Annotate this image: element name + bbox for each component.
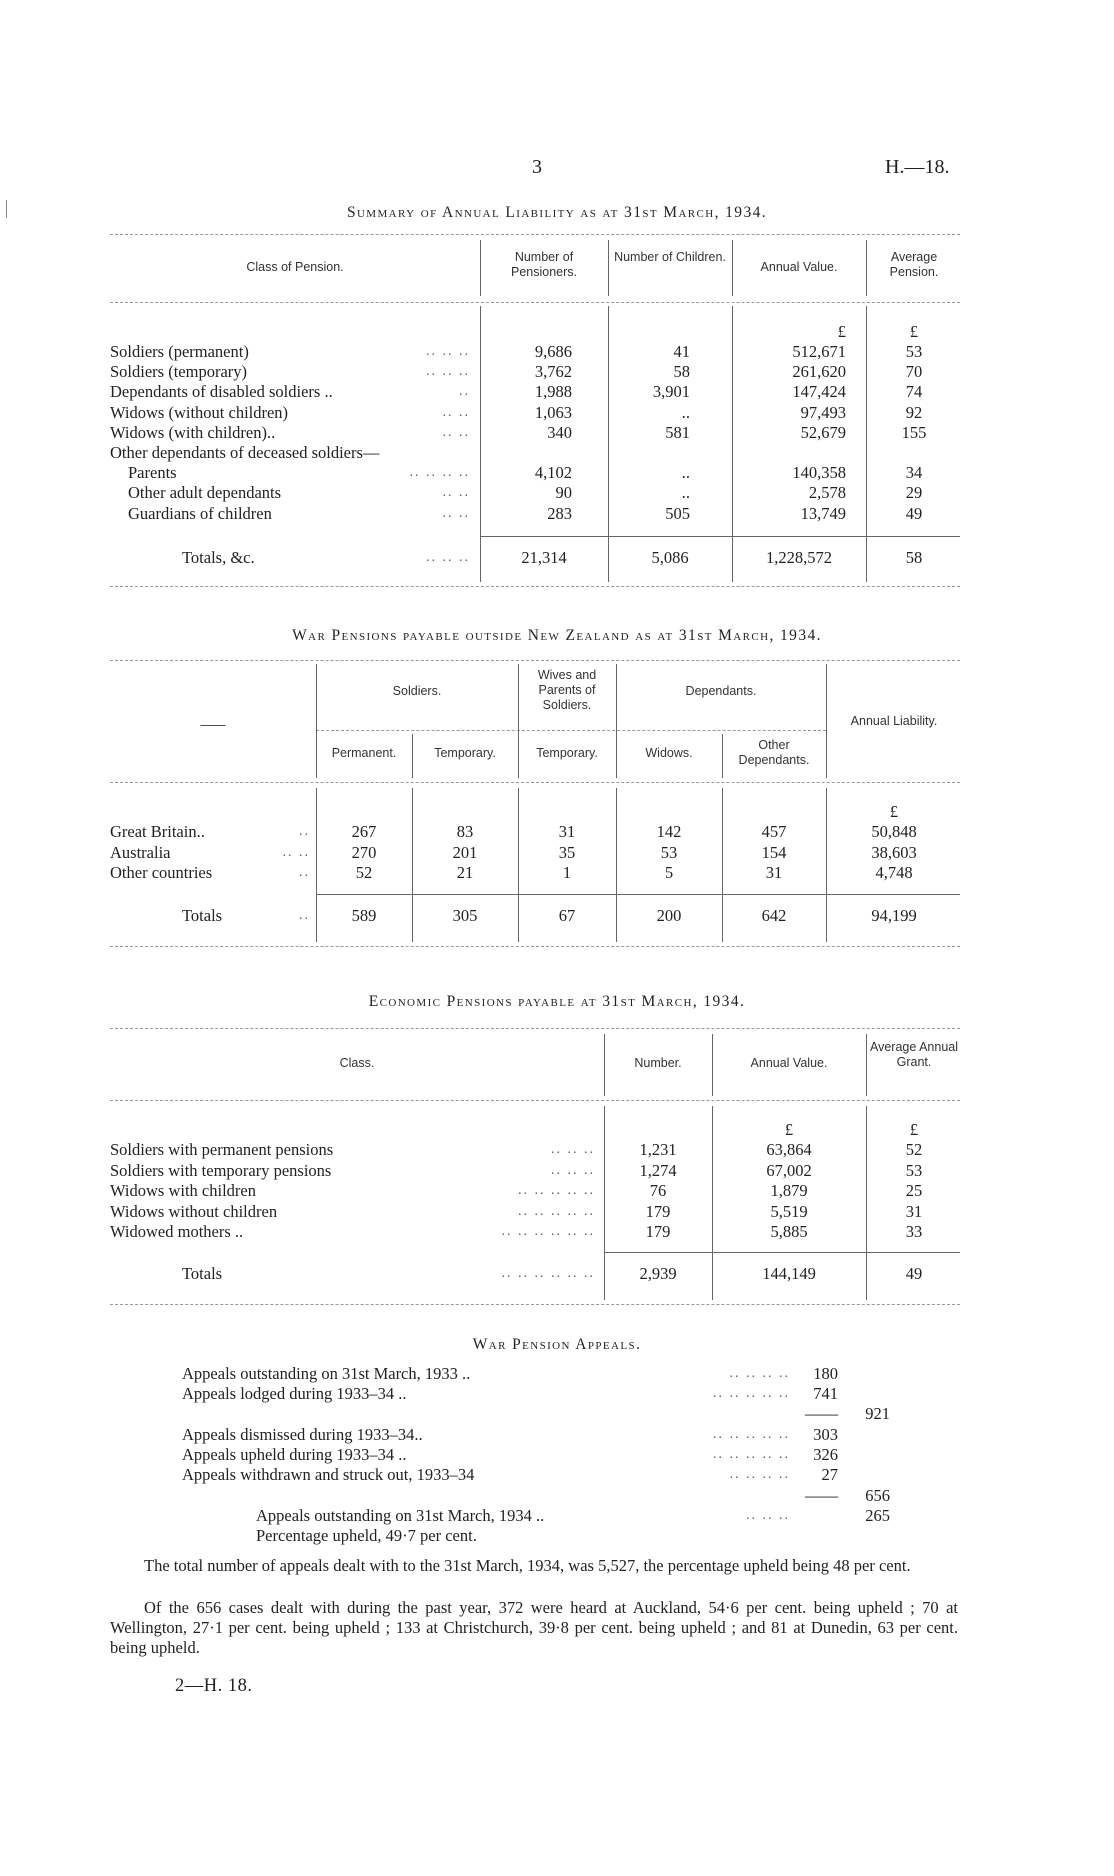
- t2-sub-temporary: Temporary.: [434, 746, 496, 760]
- t2-cell: 83: [456, 822, 474, 841]
- t1-cell: 9,686: [534, 342, 572, 361]
- t2-cell: 35: [558, 842, 576, 862]
- appeal-value: ——: [805, 1486, 838, 1505]
- t3-header-average-grant: Average Annual Grant.: [869, 1040, 959, 1069]
- t1-row-leader: .. ..: [442, 404, 470, 420]
- t2-cell: 4,748: [875, 863, 913, 882]
- t1-header-average: Average Pension.: [889, 250, 939, 279]
- t1-cell: 3,762: [534, 362, 572, 382]
- t2-row-label: Australia: [110, 842, 171, 862]
- t1-row-label: Dependants of disabled soldiers ..: [110, 382, 333, 402]
- t1-cell: 512,671: [792, 342, 846, 361]
- t3-row-leader: .. .. .. .. ..: [518, 1203, 595, 1219]
- t1-cell: 140,358: [792, 463, 846, 483]
- appeal-leader: .. .. .. ..: [729, 1366, 790, 1381]
- t2-total-cell: 94,199: [871, 906, 917, 925]
- t1-totals-leader: .. .. ..: [426, 550, 470, 565]
- t2-cell: 457: [761, 822, 787, 841]
- t2-row-leader: ..: [299, 824, 310, 839]
- t2-total-cell: 589: [351, 906, 377, 925]
- t3-row-label: Widowed mothers ..: [110, 1222, 244, 1241]
- t1-header-children: Number of Children.: [614, 250, 726, 264]
- t1-cell: 53: [905, 342, 923, 361]
- t2-total-cell: 200: [656, 906, 682, 925]
- t1-cell: ..: [681, 463, 690, 483]
- t1-total-cell: 5,086: [651, 548, 689, 567]
- t3-row-leader: .. .. ..: [551, 1162, 595, 1178]
- t2-sub-permanent: Permanent.: [331, 746, 397, 760]
- t1-row-label: Guardians of children: [128, 503, 272, 523]
- t1-row-label: Soldiers (permanent): [110, 342, 249, 361]
- t1-header-pensioners: Number of Pensioners.: [510, 250, 577, 279]
- paragraph-total-appeals: The total number of appeals dealt with to the 31st March, 1934, was 5,527, the percentage upheld being 48 per cent.: [144, 1556, 911, 1575]
- appeal-value: 180: [813, 1364, 838, 1383]
- t2-cell: 270: [351, 842, 377, 862]
- t3-total-cell: 49: [905, 1264, 923, 1283]
- t1-cell: 505: [665, 503, 690, 523]
- appeal-subtotal: 656: [865, 1486, 890, 1505]
- t1-cell: 1,988: [534, 382, 572, 402]
- t1-cell: 41: [673, 342, 690, 361]
- t1-cell: 4,102: [534, 463, 572, 483]
- t1-title: Summary of Annual Liability as at 31st March, 1934.: [346, 204, 768, 221]
- t1-row-label: Soldiers (temporary): [110, 362, 248, 382]
- t2-cell: 31: [558, 822, 576, 841]
- t1-cell: 74: [905, 382, 923, 402]
- t1-row-leader: .. ..: [442, 485, 470, 501]
- appeal-leader: .. .. .. ..: [729, 1467, 790, 1482]
- t1-row-label: Other adult dependants: [128, 483, 282, 503]
- t1-cell: 3,901: [652, 382, 690, 402]
- t3-cell: 1,274: [639, 1160, 677, 1180]
- appeal-value: 303: [813, 1425, 838, 1444]
- t1-row-leader: .. .. ..: [426, 344, 470, 359]
- footer-signature: 2—H. 18.: [175, 1676, 253, 1696]
- t2-cell: 31: [765, 863, 783, 882]
- t3-total-cell: 2,939: [639, 1264, 677, 1283]
- t1-currency-annual: £: [837, 322, 846, 341]
- document-reference: H.—18.: [885, 156, 950, 178]
- appeal-label: Appeals outstanding on 31st March, 1934 ..: [256, 1506, 545, 1525]
- t2-row-leader: .. ..: [282, 844, 310, 860]
- appeal-leader: .. .. .. .. ..: [713, 1447, 790, 1462]
- t3-total-cell: 144,149: [762, 1264, 816, 1283]
- t3-row-label: Soldiers with permanent pensions: [110, 1140, 334, 1159]
- t3-title: Economic Pensions payable at 31st March, 1934.: [368, 993, 746, 1010]
- t2-totals-leader: ..: [299, 908, 310, 923]
- t2-cell: 50,848: [871, 822, 917, 841]
- t3-cell: 67,002: [766, 1160, 812, 1180]
- t1-row-label: Parents: [128, 463, 177, 483]
- appeal-value: 27: [821, 1465, 838, 1484]
- t2-cell: 38,603: [871, 842, 917, 862]
- t1-row-leader: .. ..: [442, 505, 470, 521]
- t3-header-annual-value: Annual Value.: [750, 1056, 828, 1070]
- t2-header-blank: ——: [200, 718, 226, 732]
- t3-cell: 52: [905, 1140, 923, 1159]
- appeal-label: Appeals upheld during 1933–34 ..: [182, 1445, 407, 1464]
- t1-row-label: Other dependants of deceased soldiers—: [110, 443, 380, 462]
- t2-header-soldiers: Soldiers.: [392, 684, 442, 698]
- t1-cell: ..: [681, 402, 690, 422]
- t1-row-leader: ..: [459, 384, 470, 400]
- t3-cell: 76: [649, 1181, 667, 1200]
- t3-row-label: Widows without children: [110, 1201, 278, 1221]
- t3-cell: 33: [905, 1222, 923, 1241]
- t3-row-label: Soldiers with temporary pensions: [110, 1160, 332, 1180]
- t1-row-leader: .. ..: [442, 424, 470, 440]
- t1-cell: 92: [905, 402, 923, 422]
- t1-cell: 70: [905, 362, 923, 382]
- t2-sub-widows: Widows.: [645, 746, 693, 760]
- t3-cell: 63,864: [766, 1140, 812, 1159]
- t1-currency-average: £: [909, 322, 919, 341]
- t3-row-leader: .. .. .. .. ..: [518, 1183, 595, 1198]
- appeal-subtotal: 921: [865, 1404, 890, 1423]
- t2-cell: 21: [456, 863, 474, 882]
- appeal-leader: .. .. .. .. ..: [713, 1427, 790, 1442]
- appeal-label: Percentage upheld, 49·7 per cent.: [256, 1526, 477, 1545]
- t3-cell: 31: [905, 1201, 923, 1221]
- t1-cell: 283: [547, 503, 572, 523]
- t3-row-leader: .. .. .. .. .. ..: [501, 1224, 595, 1239]
- t2-row-label: Great Britain..: [110, 822, 205, 841]
- t3-row-leader: .. .. ..: [551, 1142, 595, 1157]
- t1-total-cell: 1,228,572: [766, 548, 832, 567]
- appeal-label: Appeals lodged during 1933–34 ..: [182, 1384, 407, 1403]
- t3-row-label: Widows with children: [110, 1181, 256, 1200]
- t3-cell: 25: [905, 1181, 923, 1200]
- t2-row-leader: ..: [299, 865, 310, 880]
- t2-cell: 1: [562, 863, 572, 882]
- t2-totals-label: Totals: [182, 906, 223, 925]
- t1-row-label: Widows (without children): [110, 402, 289, 422]
- t1-row-leader: .. .. ..: [426, 364, 470, 380]
- t3-cell: 5,885: [770, 1222, 808, 1241]
- t1-cell: ..: [681, 483, 690, 503]
- t3-cell: 5,519: [770, 1201, 808, 1221]
- t1-total-cell: 58: [905, 548, 923, 567]
- t2-cell: 201: [452, 842, 478, 862]
- t2-currency: £: [889, 802, 899, 821]
- t1-header-annual-value: Annual Value.: [760, 260, 838, 274]
- t1-row-label: Widows (with children)..: [110, 422, 276, 442]
- t1-total-cell: 21,314: [521, 548, 567, 567]
- t1-cell: 49: [905, 503, 923, 523]
- t1-cell: 1,063: [534, 402, 572, 422]
- t3-cell: 1,231: [639, 1140, 677, 1159]
- t1-totals-label: Totals, &c.: [182, 548, 255, 567]
- t3-cell: 53: [905, 1160, 923, 1180]
- t2-sub-other-dependants: Other Dependants.: [738, 738, 810, 767]
- t3-totals-leader: .. .. .. .. .. ..: [501, 1266, 595, 1281]
- t3-currency-annual: £: [784, 1120, 794, 1139]
- t1-cell: 13,749: [800, 503, 846, 523]
- t2-sub-temporary-wives: Temporary.: [536, 746, 598, 760]
- t3-cell: 1,879: [770, 1181, 808, 1200]
- appeal-label: Appeals withdrawn and struck out, 1933–34: [182, 1465, 475, 1484]
- t3-cell: 179: [645, 1201, 671, 1221]
- t2-total-cell: 642: [761, 906, 787, 925]
- t2-total-cell: 305: [452, 906, 478, 925]
- appeal-value: 326: [813, 1445, 838, 1464]
- t3-header-class: Class.: [339, 1056, 375, 1070]
- t2-row-label: Other countries: [110, 863, 213, 882]
- page-number: 3: [532, 156, 542, 178]
- t2-total-cell: 67: [558, 906, 576, 925]
- t1-row-leader: .. .. .. ..: [409, 465, 470, 481]
- t1-cell: 261,620: [792, 362, 846, 382]
- t3-currency-average: £: [909, 1120, 919, 1139]
- t1-cell: 147,424: [792, 382, 846, 402]
- t3-totals-label: Totals: [182, 1264, 223, 1283]
- appeal-value: ——: [805, 1404, 838, 1423]
- t1-cell: 340: [547, 422, 572, 442]
- t1-header-class: Class of Pension.: [246, 260, 344, 274]
- t1-cell: 2,578: [808, 483, 846, 503]
- t2-header-wives-parents: Wives and Parents of Soldiers.: [537, 668, 597, 712]
- t1-cell: 90: [555, 483, 572, 503]
- t2-header-annual-liability: Annual Liability.: [850, 714, 938, 728]
- t2-cell: 5: [664, 863, 674, 882]
- appeal-subtotal: 265: [865, 1506, 890, 1525]
- t1-cell: 58: [673, 362, 690, 382]
- t1-cell: 52,679: [800, 422, 846, 442]
- appeal-leader: .. .. ..: [746, 1508, 790, 1523]
- paragraph-cases-by-city: Of the 656 cases dealt with during the past year, 372 were heard at Auckland, 54·6 per cent. being upheld ; 70 at Wellington, 27·1 per cent. being upheld ; 133 at Christchurch, 39·8 per cent. being upheld ; and 81 at Dunedin, 63 per cent. being upheld.: [110, 1598, 958, 1657]
- appeal-label: Appeals dismissed during 1933–34..: [182, 1425, 423, 1444]
- appeal-leader: .. .. .. .. ..: [713, 1386, 790, 1401]
- t1-cell: 34: [905, 463, 923, 483]
- appeal-value: 741: [813, 1384, 838, 1403]
- t2-cell: 154: [761, 842, 787, 862]
- t3-header-number: Number.: [634, 1056, 682, 1070]
- t1-cell: 581: [665, 422, 690, 442]
- t2-cell: 52: [355, 863, 373, 882]
- t1-cell: 29: [905, 483, 923, 503]
- t3-cell: 179: [645, 1222, 671, 1241]
- appeals-title: War Pension Appeals.: [472, 1336, 642, 1353]
- t2-cell: 53: [660, 842, 678, 862]
- t2-title: War Pensions payable outside New Zealand as at 31st March, 1934.: [292, 627, 822, 644]
- t2-cell: 267: [351, 822, 377, 841]
- t2-cell: 142: [656, 822, 682, 841]
- t1-cell: 155: [901, 422, 927, 442]
- t2-header-dependants: Dependants.: [685, 684, 757, 698]
- t1-cell: 97,493: [800, 402, 846, 422]
- appeal-label: Appeals outstanding on 31st March, 1933 ..: [182, 1364, 471, 1383]
